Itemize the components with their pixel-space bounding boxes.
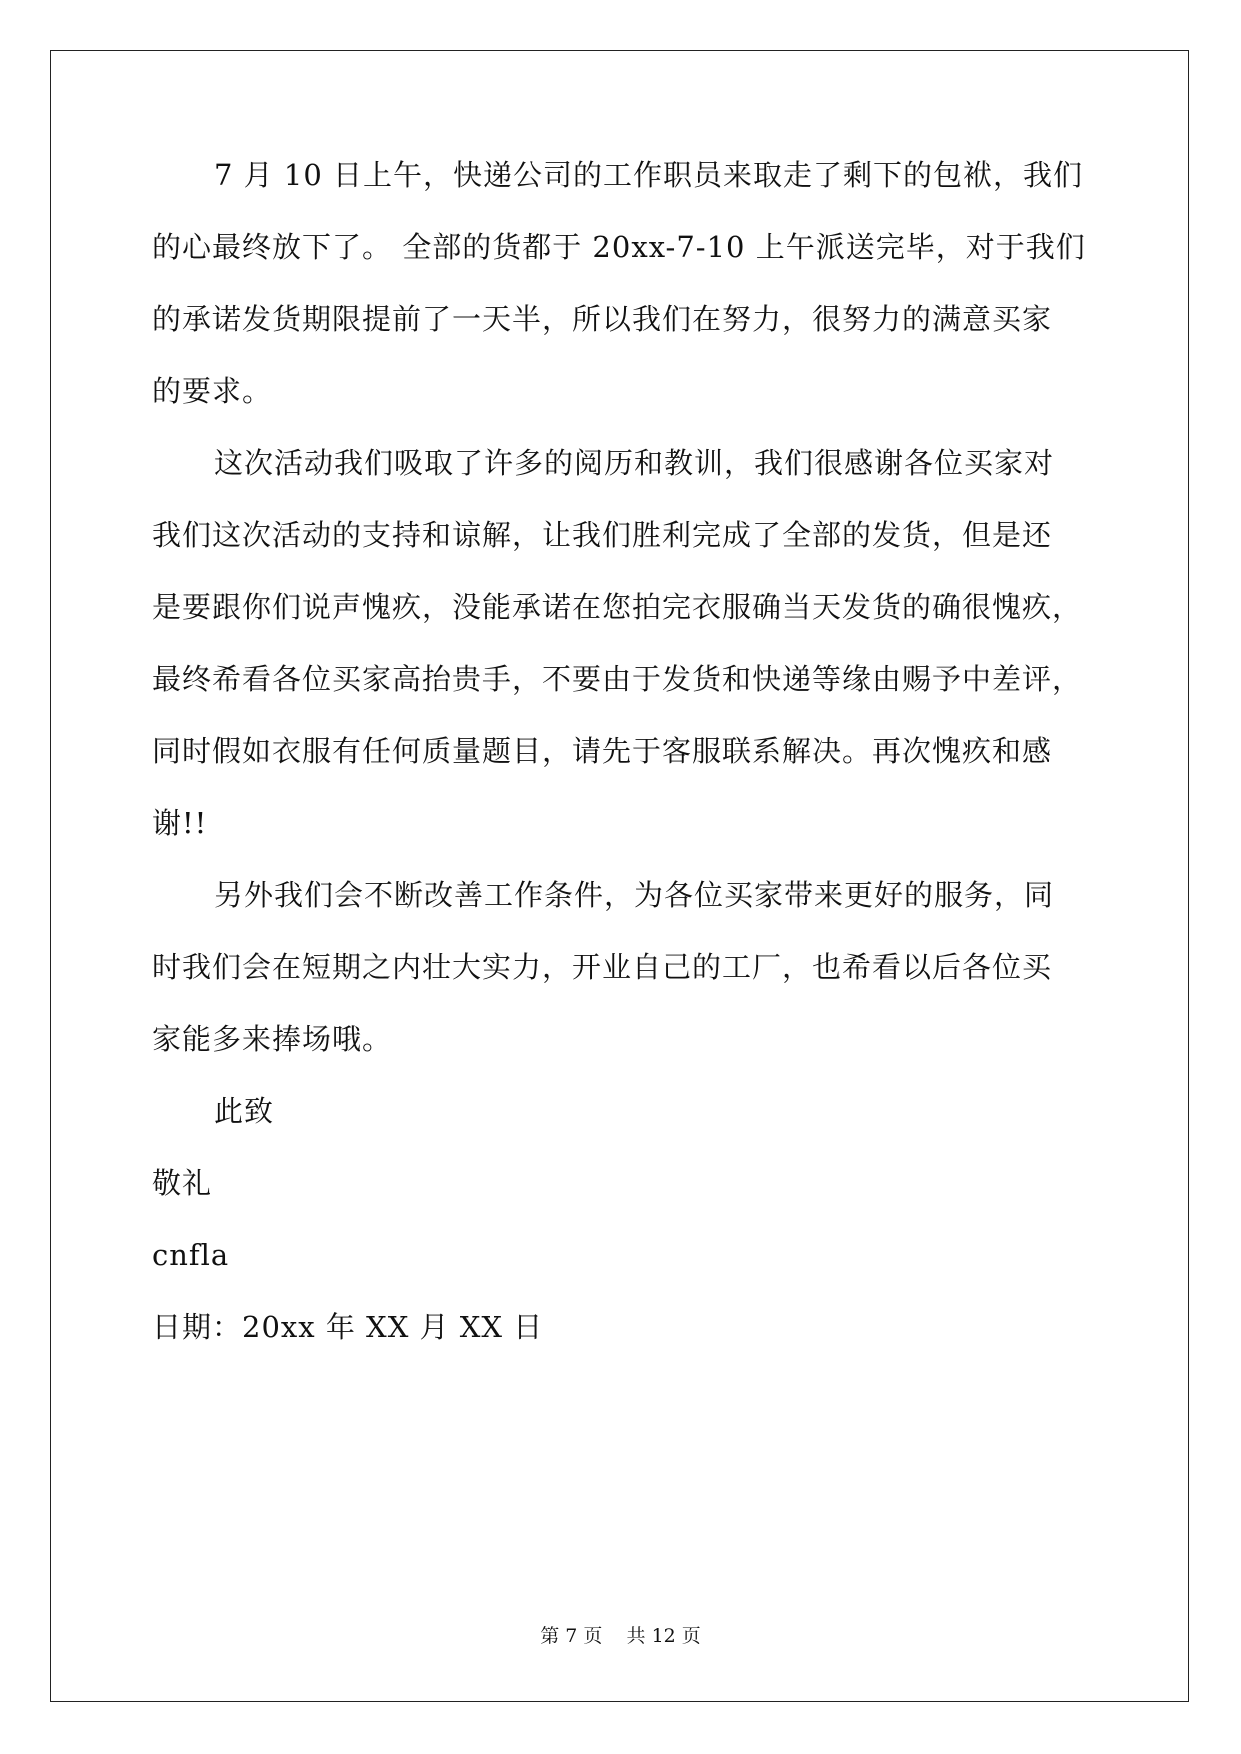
paragraph-2-line-3: 是要跟你们说声愧疚，没能承诺在您拍完衣服确当天发货的确很愧疚，: [152, 590, 1083, 624]
paragraph-2-line-6: 谢!!: [152, 806, 208, 840]
paragraph-3-line-3: 家能多来捧场哦。: [152, 1022, 393, 1056]
paragraph-3-line-1: 另外我们会不断改善工作条件，为各位买家带来更好的服务，同: [214, 878, 1055, 912]
signature: cnfla: [152, 1238, 230, 1272]
paragraph-2-line-5: 同时假如衣服有任何质量题目，请先于客服联系解决。再次愧疚和感: [152, 734, 1053, 768]
date-line: 日期：20xx 年 XX 月 XX 日: [152, 1310, 544, 1344]
paragraph-2-line-2: 我们这次活动的支持和谅解，让我们胜利完成了全部的发货，但是还: [152, 518, 1053, 552]
page-number-footer: 第 7 页 共 12 页: [540, 1625, 701, 1647]
paragraph-2-line-1: 这次活动我们吸取了许多的阅历和教训，我们很感谢各位买家对: [214, 446, 1055, 480]
paragraph-1-line-2: 的心最终放下了。 全部的货都于 20xx-7-10 上午派送完毕，对于我们: [152, 230, 1086, 264]
paragraph-2-line-4: 最终希看各位买家高抬贵手，不要由于发货和快递等缘由赐予中差评，: [152, 662, 1083, 696]
paragraph-1-line-1: 7 月 10 日上午，快递公司的工作职员来取走了剩下的包袱，我们: [214, 158, 1084, 192]
paragraph-3-line-2: 时我们会在短期之内壮大实力，开业自己的工厂，也希看以后各位买: [152, 950, 1053, 984]
closing-salutation: 此致: [214, 1094, 275, 1128]
closing-regards: 敬礼: [152, 1166, 213, 1200]
paragraph-1-line-3: 的承诺发货期限提前了一天半，所以我们在努力，很努力的满意买家: [152, 302, 1053, 336]
paragraph-1-line-4: 的要求。: [152, 374, 273, 408]
